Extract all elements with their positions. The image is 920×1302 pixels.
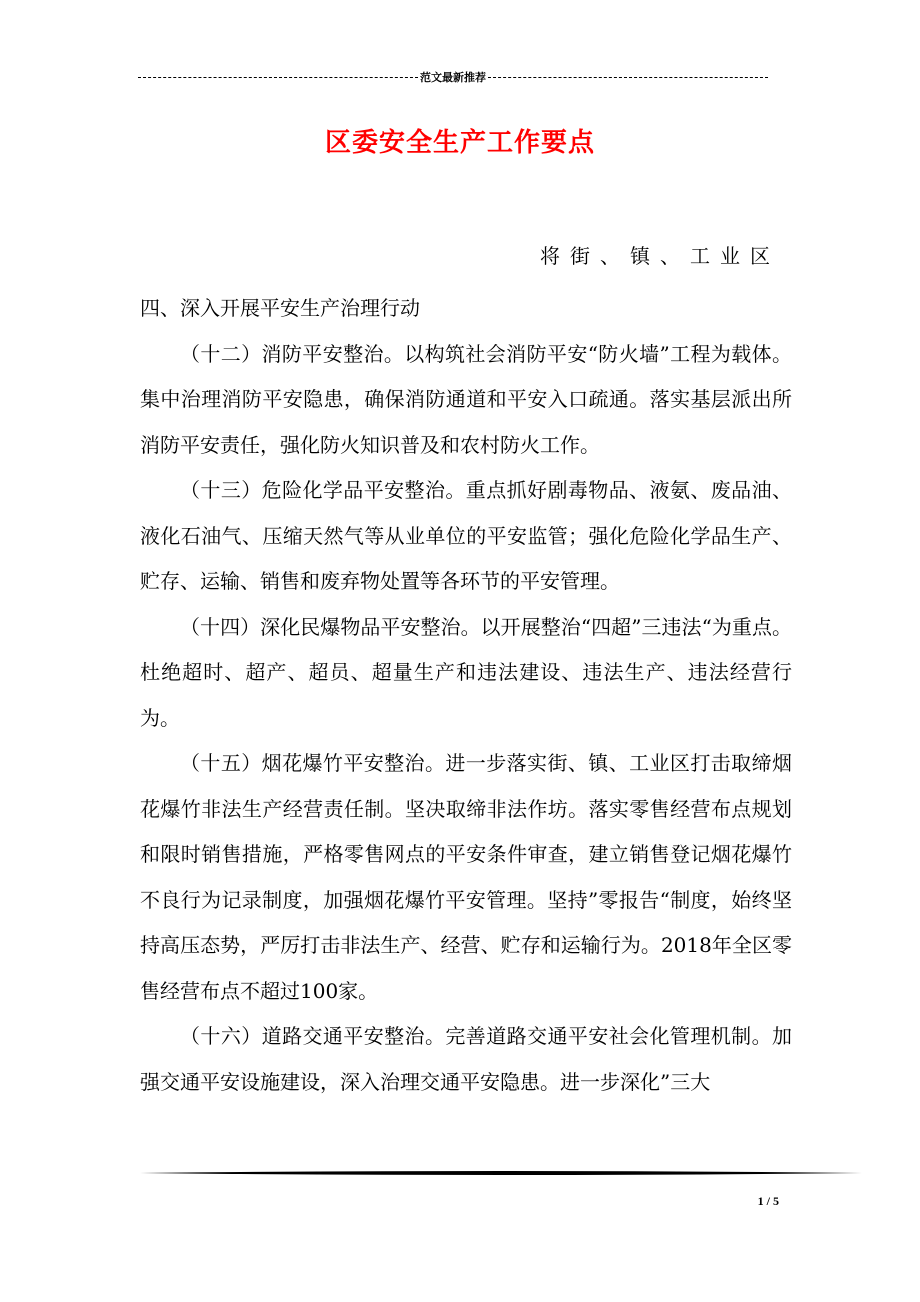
paragraph: （十五）烟花爆竹平安整治。进一步落实街、镇、工业区打击取缔烟花爆竹非法生产经营责任制。坚决取缔非法作坊。落实零售经营布点规划和限时销售措施，严格零售网点的平安条件审查，建立销售登记烟花爆竹不良行为记录制度，加强烟花爆竹平安管理。坚持”零报告“制度，始终坚持高压态势，严厉打击非法生产、经营、贮存和运输行为。2018年全区零售经营布点不超过100家。 xyxy=(140,751,792,1003)
page-number: 1 / 5 xyxy=(757,1194,779,1208)
document-body xyxy=(140,286,792,1105)
section-heading: 四、深入开展平安生产治理行动 xyxy=(140,296,420,320)
footer-rule xyxy=(140,1170,862,1176)
paragraph: （十四）深化民爆物品平安整治。以开展整治“四超”三违法“为重点。杜绝超时、超产、超员、超量生产和违法建设、违法生产、违法经营行为。 xyxy=(140,614,792,730)
document-title: 区委安全生产工作要点 xyxy=(324,128,595,158)
header-dash-right xyxy=(488,77,768,78)
paragraph: （十三）危险化学品平安整治。重点抓好剧毒物品、液氨、废品油、液化石油气、压缩天然气等从业单位的平安监管；强化危险化学品生产、贮存、运输、销售和废弃物处置等各环节的平安管理。 xyxy=(140,478,792,593)
paragraph: （十六）道路交通平安整治。完善道路交通平安社会化管理机制。加强交通平安设施建设，深入治理交通平安隐患。进一步深化”三大 xyxy=(140,1024,792,1094)
paragraph: （十二）消防平安整治。以构筑社会消防平安“防火墙”工程为载体。集中治理消防平安隐患，确保消防通道和平安入口疏通。落实基层派出所消防平安责任，强化防火知识普及和农村防火工作。 xyxy=(140,341,792,457)
page-header xyxy=(138,68,768,86)
right-aligned-line: 将街、镇、工业区 xyxy=(540,244,780,268)
header-label: 范文最新推荐 xyxy=(420,72,486,84)
header-dash-left xyxy=(138,77,418,78)
